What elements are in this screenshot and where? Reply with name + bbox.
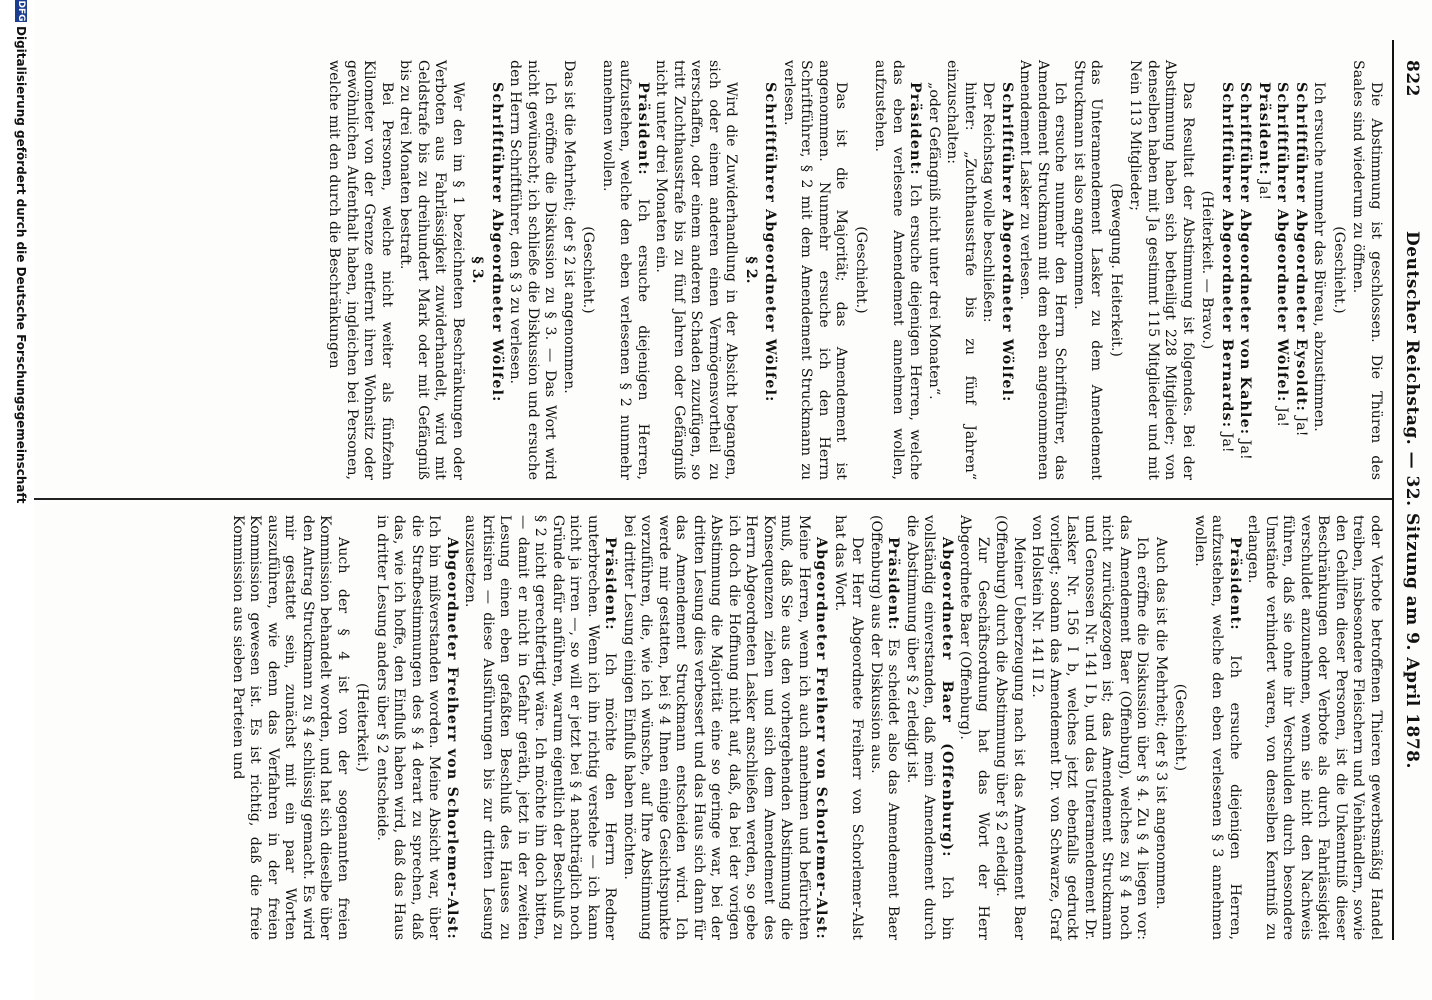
speaker-name: Präsident: [635,82,651,176]
paragraph-text: Wer den im § 1 bezeichneten Beschränkungen oder Verboten aus Fahrlässigkeit zuwiderhandelt, wird mit Geldstrafe bis zu dreihundert Mark oder mit Gefängniß bis zu drei Monaten bestraft. [397,60,466,480]
paragraph [652,60,740,480]
paragraph-text: Es scheidet also das Amendement Baer (Offenburg) aus der Diskussion aus. [868,515,902,940]
paragraph [1028,515,1151,940]
paragraph [1236,60,1254,480]
speaker-name: Präsident: [885,537,902,631]
paragraph-text: hinter: „Zuchthausstrafe bis zu fünf Jahren“ einzuschalten: [944,60,978,480]
speaker-name: Präsident: [602,537,619,631]
paragraph [620,515,830,940]
paragraph [992,515,1027,940]
speaker-name: Schriftführer Abgeordneter Wölfel: [489,82,505,403]
paragraph-text: Ja! [1237,435,1254,460]
paragraph [506,60,559,480]
column-divider [12,498,1392,500]
paragraph [903,515,956,940]
paragraph-text: Das Resultat der Abstimmung ist folgendes. Bei der Abstimmung haben sich betheiligt 228 Mitglieder; von denselben haben mit Ja gestimmt 115 Mitglieder und mit Nein 113 Mitglieder; [1127,60,1196,480]
paragraph [780,60,850,480]
paragraph [325,60,395,480]
paragraph [943,60,978,480]
footer [14,0,28,1000]
paragraph-text: Das ist die Mehrheit; der § 2 ist angenommen. [561,60,577,394]
paragraph-text: (Heiterkeit.) [354,683,371,772]
paragraph [925,60,943,480]
paragraph-text: (Bewegung. Heiterkeit.) [1108,183,1124,357]
paragraph [599,60,652,480]
stage-direction [1330,60,1348,480]
paragraph-text: (Heiterkeit. — Bravo.) [1199,190,1216,350]
paragraph [998,60,1016,480]
footer-text: Digitalisierung gefördert durch die Deutsche Forschungsgemeinschaft [14,26,28,504]
paragraph [1016,60,1069,480]
speaker-name: Schriftführer Abgeordneter Bernards: [1219,82,1235,429]
paragraph [1152,515,1170,940]
paragraph-text: Die Abstimmung ist geschlossen. Die Thüren des Saales sind wiederum zu öffnen. [1350,60,1384,480]
paragraph [1310,60,1328,480]
paragraph-text: Der Herr Abgeordnete Freiherr von Schorlemer-Alst hat das Wort. [832,515,866,940]
paragraph [1218,60,1236,480]
paragraph-text: (Geschieht.) [853,226,869,314]
paragraph-text: § 3. [469,256,486,284]
speaker-name: Schriftführer Abgeordneter Wölfel: [762,82,779,403]
paragraph [761,60,779,480]
paragraph [871,60,924,480]
paragraph-text: Auch das ist die Mehrheit; der § 3 ist angenommen. [1153,537,1169,910]
page-title: Deutscher Reichstag. — 32. Sitzung am 9. April 1878. [1402,231,1422,769]
paragraph-text: Der Reichstag wolle beschließen: [980,82,997,323]
paragraph-text: Bei Personen, welche nicht weiter als fünfzehn Kilometer von der Grenze entfernt ihren Wohnsitz oder gewöhnlichen Aufenthalt haben, ingleichen bei Personen, welche mit den durch die Beschränkungen [326,60,395,480]
paragraph-text: Ich eröffne die Diskussion über § 4. Zu § 4 liegen vor: das Amendement Baer (Offenburg), welches zu § 4 noch nicht zurückgezogen ist; das Amendement Struckmann und Genossen Nr. 141 I b, und das Unteramendement Dr. Lasker Nr. 156 I b, welches jetzt ebenfalls gedruckt vorliegt; sodann das Amendement Dr. von Schwarze, Graf von Holstein Nr. 141 II 2. [1029,515,1151,940]
paragraph [560,60,578,480]
paragraph-text: Ich möchte den Herrn Redner unterbrechen. Wenn ich ihn richtig verstehe — ich kann nicht ja irren —, so will er jetzt bei § 4 nachträglich noch Gründe dafür anführen, warum eigentlich der Beschluß zu § 2 nicht gerechtfertigt wäre. Ich möchte ihn doch bitten, — damit er nicht in Gefahr geräth, jetzt in der zweiten Lesung einen eben gefaßten Beschluß des Hauses zu kritisiren — diese Ausführungen bis zur dritten Lesung auszusetzen. [462,515,619,940]
paragraph-text: (Geschieht.) [1331,226,1347,314]
paragraph [831,515,866,940]
stage-direction [1171,515,1189,940]
section-heading [468,60,486,480]
speaker-name: Abgeordneter Baer (Offenburg): [939,537,955,858]
paragraph-text: oder Verbote betroffenen Thieren gewerbsmäßig Handel treiben, insbesondere Fleischern und Viehhändlern, sowie den Gehilfen dieser Personen, ist die Unkenntniß dieser Beschränkungen oder Verbote als durch Fahrlässigkeit verschuldet anzunehmen, wenn sie nicht den Nachweis führen, daß sie ohne ihr Verschulden durch besondere Umstände verhindert waren, von denselben Kenntniß zu erlangen. [1245,515,1384,940]
paragraph-text: Ich eröffne die Diskussion zu § 3. — Das Wort wird nicht gewünscht; ich schließe die Diskussion und ersuche den Herrn Schriftführer, den § 3 zu verlesen. [507,60,559,480]
speaker-name: Schriftführer Abgeordneter Eysoldt: [1293,82,1309,413]
stage-direction [1198,60,1216,480]
paragraph [1070,60,1105,480]
stage-direction [353,515,371,940]
right-column [228,515,1385,940]
speaker-name: Schriftführer Abgeordneter von Kahle: [1237,82,1254,436]
paragraph [1191,515,1244,940]
paragraph-text: Ich ersuche diejenigen Herren, welche das eben verlesene Amendement annehmen wollen, aufzustehen. [872,60,924,480]
page-number: 822 [1402,60,1422,97]
paragraph-text: Ja! [1256,175,1272,201]
paragraph [1349,60,1384,480]
speaker-name: Präsident: [1256,82,1272,176]
speaker-name: Präsident: [907,82,924,176]
paragraph [488,60,506,480]
paragraph-text: Das ist die Majorität; das Amendement ist angenommen. Nunmehr ersuche ich den Herrn Schriftführer, § 2 mit dem Amendement Struckmann zu verlesen. [781,60,850,480]
page-header [1392,60,1432,940]
paragraph [1244,515,1384,940]
stage-direction [579,60,597,480]
paragraph-text: Zur Geschäftsordnung hat das Wort der Herr Abgeordnete Baer (Offenburg). [957,515,991,940]
speaker-name: Präsident: [1227,537,1243,631]
header-rule [1392,40,1394,940]
paragraph-text: Ja! [1219,428,1235,453]
paragraph-text: „oder Gefängniß nicht unter drei Monaten“. [926,82,942,400]
paragraph [979,60,997,480]
paragraph-text: Wird die Zuwiderhandlung in der Absicht begangen, sich oder einem anderen einen Vermögensvortheil zu verschaffen, oder einem anderen Schaden zuzufügen, so tritt Zuchthausstrafe bis zu fünf Jahren oder Gefängniß nicht unter drei Monaten ein. [653,60,740,480]
speaker-name: Abgeordneter Freiherr von Schorlemer-Alst: [444,537,460,940]
paragraph-text: (Geschieht.) [1172,683,1189,772]
paragraph-text: Ich ersuche diejenigen Herren, aufzustehen, welche den eben verlesenen § 2 nunmehr annehmen wollen. [600,60,651,480]
paragraph-text: Meiner Ueberzeugung nach ist das Amendement Baer (Offenburg) durch die Abstimmung über § 2 erledigt. [993,515,1027,940]
paragraph-text: § 2. [743,256,759,284]
speaker-name: Abgeordneter Freiherr von Schorlemer-Alst: [813,537,830,940]
paragraph [461,515,619,940]
dfg-logo: DFG [16,0,26,22]
left-column [324,60,1384,480]
paragraph-text: Meine Herren, wenn ich auch annehmen und befürchten muß, daß Sie aus den vorhergehenden Abstimmung die Konsequenzen ziehen und sich dem Amendement des Herrn Abgeordneten Lasker anschließen werden, so gebe ich doch die Hoffnung nicht auf, daß, da bei der vorigen Abstimmung die Majorität eine so geringe war, bei der dritten Lesung dies verbessert und das Haus sich dann für das Amendement Struckmann entscheiden wird. Ich werde mir gestatten, bei § 4 Ihnen einige Gesichtspunkte vorzuführen, die, wie ich wünsche, auf Ihre Abstimmung bei dritter Lesung einigen Einfluß haben möchten. [621,515,812,940]
paragraph [229,515,352,940]
paragraph-text: Ja! [1274,402,1291,427]
paragraph [956,515,991,940]
paragraph-text: Ich ersuche diejenigen Herren, aufzustehen, welche den eben verlesenen § 3 annehmen wollen. [1192,515,1243,940]
section-heading [742,60,760,480]
paragraph [1292,60,1310,480]
paragraph-text: Auch der § 4 ist von der sogenannten freien Kommission behandelt worden, und hat sich dieselbe über den Antrag Struckmann zu § 4 schlüssig gemacht. Es wird mir gestattet sein, zunächst mit ein paar Worten auszuführen, wie denn das Verfahren in der freien Kommission gewesen ist. Es ist richtig, daß die freie Kommission aus sieben Parteien und [230,515,351,940]
stage-direction [1107,60,1125,480]
speaker-name: Schriftführer Abgeordneter Wölfel: [999,82,1015,403]
paragraph-text: (Geschieht.) [580,226,597,314]
paragraph-text: Ich ersuche nunmehr das Büreau, abzustimmen. [1311,82,1328,432]
paragraph-text: Ich ersuche nunmehr den Herrn Schriftführer, das Amendement Struckmann mit dem eben angenommenen Amendement Lasker zu verlesen. [1017,60,1069,480]
paragraph [373,515,461,940]
paragraph [1255,60,1273,480]
paragraph [1126,60,1196,480]
paragraph-text: Ich bin vollständig einverstanden, daß mein Amendement durch die Abstimmung über § 2 erledigt ist. [904,515,955,940]
paragraph [1273,60,1291,480]
paragraph-text: Ich bin mißverstanden worden. Meine Absicht war, über die Strafbestimmungen des § 4 derart zu sprechen, daß das, wie ich hoffe, den Einfluß haben wird, daß das Haus in dritter Lesung anders über § 2 entscheide. [374,515,443,940]
paragraph [867,515,902,940]
speaker-name: Schriftführer Abgeordneter Wölfel: [1274,82,1291,403]
paragraph [396,60,466,480]
stage-direction [852,60,870,480]
paragraph-text: das Unteramendement Lasker zu dem Amendement Struckmann ist also angenommen. [1071,60,1105,480]
paragraph-text: Ja! [1293,412,1309,437]
